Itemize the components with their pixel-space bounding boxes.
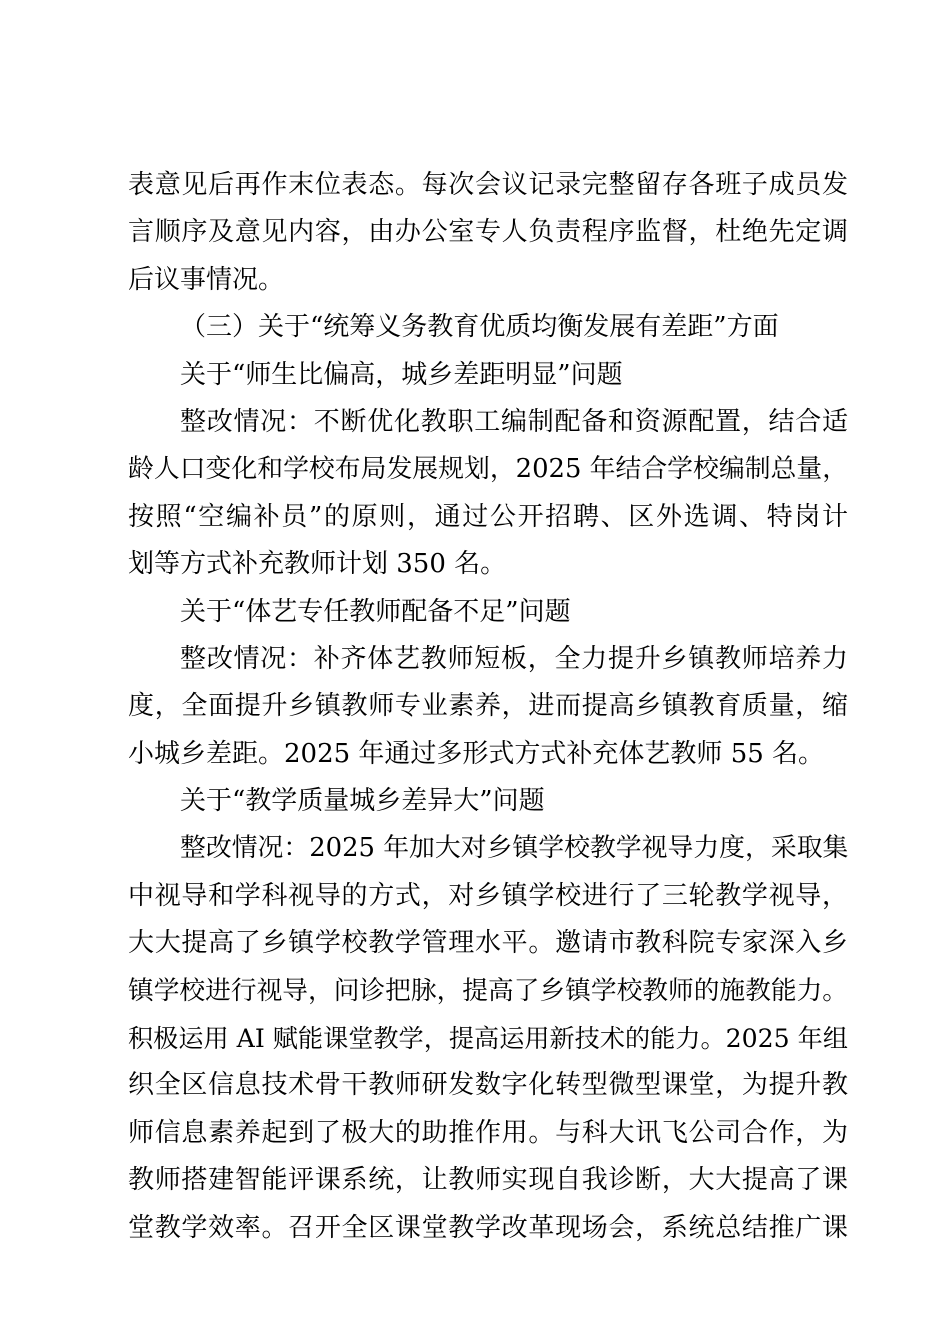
issue-heading: 关于“体艺专任教师配备不足”问题 (180, 596, 571, 627)
text-line: 划等方式补充教师计划 350 名。 (128, 549, 507, 580)
text-line: 龄人口变化和学校布局发展规划，2025 年结合学校编制总量， (128, 454, 849, 485)
text-line: 小城乡差距。2025 年通过多形式方式补充体艺教师 55 名。 (128, 738, 825, 769)
text-line: 师信息素养起到了极大的助推作用。与科大讯飞公司合作，为 (128, 1117, 848, 1148)
section-heading: （三）关于“统筹义务教育优质均衡发展有差距”方面 (180, 312, 779, 343)
issue-heading: 关于“教学质量城乡差异大”问题 (180, 786, 545, 817)
text-line: 堂教学效率。召开全区课堂教学改革现场会，系统总结推广课 (128, 1212, 848, 1243)
text-line: 整改情况：2025 年加大对乡镇学校教学视导力度，采取集 (180, 833, 849, 864)
text-line: 后议事情况。 (128, 264, 285, 295)
text-line: 中视导和学科视导的方式，对乡镇学校进行了三轮教学视导， (128, 880, 848, 911)
text-line: 整改情况：补齐体艺教师短板，全力提升乡镇教师培养力 (180, 643, 848, 674)
text-line: 按照“空编补员”的原则，通过公开招聘、区外选调、特岗计 (128, 501, 848, 532)
text-line: 整改情况：不断优化教职工编制配备和资源配置，结合适 (180, 406, 848, 437)
document-body (128, 162, 848, 1252)
issue-heading: 关于“师生比偏高，城乡差距明显”问题 (180, 359, 623, 390)
text-line: 大大提高了乡镇学校教学管理水平。邀请市教科院专家深入乡 (128, 928, 848, 959)
text-line: 织全区信息技术骨干教师研发数字化转型微型课堂，为提升教 (128, 1070, 848, 1101)
text-line: 言顺序及意见内容，由办公室专人负责程序监督，杜绝先定调 (128, 217, 848, 248)
text-line: 表意见后再作末位表态。每次会议记录完整留存各班子成员发 (128, 170, 848, 200)
text-line: 度，全面提升乡镇教师专业素养，进而提高乡镇教育质量，缩 (128, 691, 848, 722)
text-line: 积极运用 AI 赋能课堂教学，提高运用新技术的能力。2025 年组 (128, 1024, 848, 1054)
text-line: 教师搭建智能评课系统，让教师实现自我诊断，大大提高了课 (128, 1165, 848, 1196)
text-line: 镇学校进行视导，问诊把脉，提高了乡镇学校教师的施教能力。 (128, 975, 848, 1006)
